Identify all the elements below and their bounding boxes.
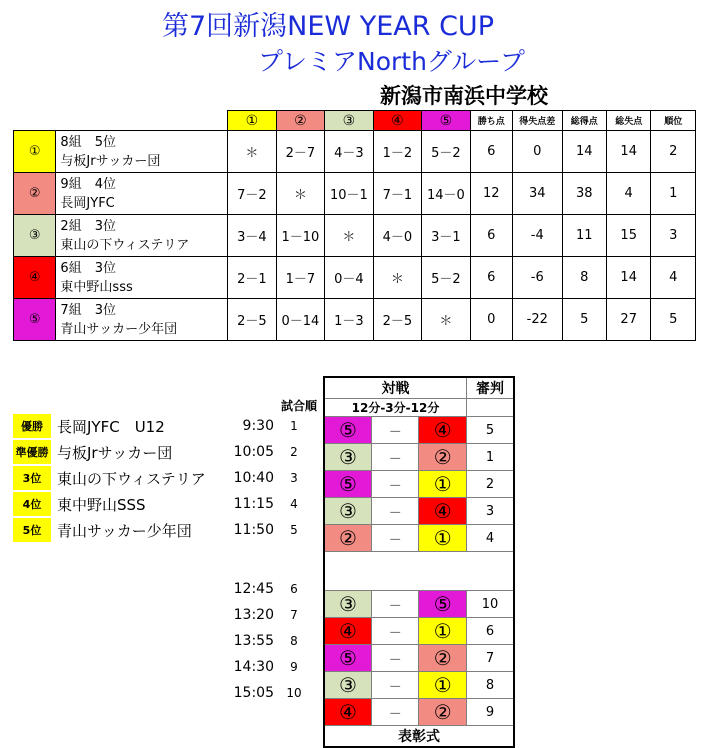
schedule-row: [324, 525, 514, 552]
time-row: [232, 602, 314, 628]
match-format: 12分-3分-12分: [324, 399, 466, 417]
vs-mark: －: [372, 525, 419, 552]
team-name: 青山サッカー少年団: [60, 321, 178, 337]
rank-row: [13, 465, 233, 491]
vs-mark: －: [372, 618, 419, 645]
match-order: 2: [290, 445, 298, 459]
referee-number: 9: [466, 699, 514, 726]
schedule-header: 対戦: [324, 377, 466, 399]
rank-team: 東山の下ウィステリア: [57, 469, 206, 488]
match-result: 1－3: [325, 299, 373, 341]
schedule-row: [324, 618, 514, 645]
league-table: [13, 110, 696, 341]
schedule-row: [324, 498, 514, 525]
time-row: [232, 491, 314, 517]
schedule-table: [323, 376, 515, 748]
match-order: 9: [290, 660, 298, 674]
match-time: 15:05: [233, 685, 274, 701]
team-goals-against: 15: [606, 215, 650, 257]
col-header-ga: 総失点: [606, 111, 650, 131]
match-times-pm: [232, 576, 314, 706]
match-result: 5－2: [422, 131, 470, 173]
match-result: 7－2: [228, 173, 276, 215]
match-result: ＊: [228, 131, 276, 173]
page-title: 第7回新潟NEW YEAR CUP: [162, 11, 494, 42]
match-time: 10:05: [233, 444, 274, 460]
rank-row: [13, 517, 233, 543]
away-team-slot: ④: [419, 417, 467, 444]
team-rank: 5: [651, 299, 696, 341]
team-group-info: 8組 5位: [60, 134, 116, 150]
match-time: 13:20: [233, 607, 274, 623]
away-team-slot: ④: [419, 498, 467, 525]
rank-badge: 準優勝: [13, 440, 51, 464]
team-points: 6: [470, 257, 512, 299]
match-time: 11:50: [233, 522, 274, 538]
vs-mark: －: [372, 498, 419, 525]
match-result: 0－4: [325, 257, 373, 299]
team-rank: 1: [651, 173, 696, 215]
referee-number: 7: [466, 645, 514, 672]
team-rank: 2: [651, 131, 696, 173]
team-points: 6: [470, 131, 512, 173]
time-row: [232, 680, 314, 706]
team-goals-for: 5: [562, 299, 606, 341]
col-header-2: ②: [276, 111, 324, 131]
rank-row: [13, 491, 233, 517]
team-rank: 4: [651, 257, 696, 299]
referee-number: 2: [466, 471, 514, 498]
team-points: 0: [470, 299, 512, 341]
team-points: 6: [470, 215, 512, 257]
match-order: 3: [290, 471, 298, 485]
schedule-row: [324, 645, 514, 672]
match-result: 14－0: [422, 173, 470, 215]
break-slot: [324, 552, 372, 591]
schedule-row: [324, 444, 514, 471]
vs-mark: －: [372, 417, 419, 444]
rank-row: [13, 439, 233, 465]
away-team-slot: ②: [419, 699, 467, 726]
match-time: 12:45: [233, 581, 274, 597]
team-number: ③: [14, 215, 56, 257]
match-result: ＊: [325, 215, 373, 257]
referee-number: 5: [466, 417, 514, 444]
schedule-row: [324, 417, 514, 444]
team-goals-for: 14: [562, 131, 606, 173]
match-order: 7: [290, 608, 298, 622]
home-team-slot: ④: [324, 699, 372, 726]
team-name: 東中野山sss: [60, 279, 133, 295]
match-result: 2－7: [276, 131, 324, 173]
team-group-info: 6組 3位: [60, 260, 116, 276]
schedule-row: [324, 471, 514, 498]
time-row: [232, 628, 314, 654]
match-result: 1－10: [276, 215, 324, 257]
referee-number: 6: [466, 618, 514, 645]
match-order: 8: [290, 634, 298, 648]
match-result: 7－1: [373, 173, 421, 215]
col-header-points: 勝ち点: [470, 111, 512, 131]
time-row: [232, 576, 314, 602]
match-result: 1－7: [276, 257, 324, 299]
team-name: 与板Jrサッカー団: [60, 153, 161, 169]
team-number: ④: [14, 257, 56, 299]
team-goal-diff: -22: [513, 299, 563, 341]
team-goals-against: 27: [606, 299, 650, 341]
group-title: プレミアNorthグループ: [258, 47, 525, 76]
ceremony-label: 表彰式: [324, 726, 514, 748]
team-number: ①: [14, 131, 56, 173]
team-name-cell: [56, 215, 228, 257]
match-time: 9:30: [242, 418, 274, 434]
match-result: 5－2: [422, 257, 470, 299]
team-points: 12: [470, 173, 512, 215]
home-team-slot: ⑤: [324, 471, 372, 498]
match-time: 14:30: [233, 659, 274, 675]
referee-number: 10: [466, 591, 514, 618]
match-result: 2－5: [373, 299, 421, 341]
team-name-cell: [56, 299, 228, 341]
team-goal-diff: 0: [513, 131, 563, 173]
team-goals-for: 8: [562, 257, 606, 299]
team-row: [14, 215, 696, 257]
referee-number: 8: [466, 672, 514, 699]
match-result: ＊: [422, 299, 470, 341]
match-result: 4－3: [325, 131, 373, 173]
col-header-1: ①: [228, 111, 276, 131]
home-team-slot: ④: [324, 618, 372, 645]
team-rank: 3: [651, 215, 696, 257]
rank-badge: 優勝: [13, 414, 51, 438]
schedule-row: [324, 672, 514, 699]
vs-mark: －: [372, 672, 419, 699]
away-team-slot: ⑤: [419, 591, 467, 618]
rank-team: 与板Jrサッカー団: [57, 443, 173, 462]
match-time: 11:15: [233, 496, 274, 512]
team-goals-against: 14: [606, 257, 650, 299]
team-row: [14, 257, 696, 299]
home-team-slot: ③: [324, 444, 372, 471]
referee-header: 審判: [466, 377, 514, 399]
rank-badge: 3位: [13, 466, 51, 490]
match-order: 6: [290, 582, 298, 596]
col-header-diff: 得失点差: [513, 111, 563, 131]
match-order: 10: [286, 686, 302, 700]
col-header-5: ⑤: [422, 111, 470, 131]
col-header-rank: 順位: [651, 111, 696, 131]
home-team-slot: ②: [324, 525, 372, 552]
home-team-slot: ③: [324, 591, 372, 618]
match-times-am: [232, 413, 314, 543]
team-goals-for: 11: [562, 215, 606, 257]
order-label: 試合順: [281, 399, 318, 413]
team-row: [14, 299, 696, 341]
team-goal-diff: -6: [513, 257, 563, 299]
schedule-row: [324, 699, 514, 726]
vs-mark: －: [372, 645, 419, 672]
team-row: [14, 173, 696, 215]
team-number: ②: [14, 173, 56, 215]
rank-team: 東中野山SSS: [57, 495, 146, 514]
away-team-slot: ①: [419, 618, 467, 645]
match-result: 1－2: [373, 131, 421, 173]
time-row: [232, 654, 314, 680]
match-result: 2－5: [228, 299, 276, 341]
referee-number: 1: [466, 444, 514, 471]
referee-sub: [466, 399, 514, 417]
team-name-cell: [56, 173, 228, 215]
match-result: 3－1: [422, 215, 470, 257]
vs-mark: －: [372, 591, 419, 618]
away-team-slot: ②: [419, 645, 467, 672]
team-name: 東山の下ウィステリア: [60, 237, 190, 253]
away-team-slot: ①: [419, 672, 467, 699]
team-goal-diff: -4: [513, 215, 563, 257]
home-team-slot: ⑤: [324, 417, 372, 444]
header-blank: [14, 111, 228, 131]
team-group-info: 9組 4位: [60, 176, 116, 192]
match-result: ＊: [276, 173, 324, 215]
team-row: [14, 131, 696, 173]
rank-badge: 5位: [13, 518, 51, 542]
match-result: 10－1: [325, 173, 373, 215]
team-goals-for: 38: [562, 173, 606, 215]
team-group-info: 7組 3位: [60, 302, 116, 318]
match-order: 4: [290, 497, 298, 511]
rank-team: 青山サッカー少年団: [57, 521, 192, 540]
col-header-4: ④: [373, 111, 421, 131]
referee-number: 3: [466, 498, 514, 525]
match-time: 13:55: [233, 633, 274, 649]
rank-row: [13, 413, 233, 439]
col-header-gf: 総得点: [562, 111, 606, 131]
match-result: 3－4: [228, 215, 276, 257]
vs-mark: －: [372, 699, 419, 726]
team-number: ⑤: [14, 299, 56, 341]
rank-badge: 4位: [13, 492, 51, 516]
referee-number: 4: [466, 525, 514, 552]
away-team-slot: ②: [419, 444, 467, 471]
match-result: 2－1: [228, 257, 276, 299]
home-team-slot: ③: [324, 498, 372, 525]
match-order: 1: [290, 419, 298, 433]
match-result: 4－0: [373, 215, 421, 257]
match-time: 10:40: [233, 470, 274, 486]
rank-team: 長岡JYFC U12: [57, 417, 165, 436]
team-name-cell: [56, 131, 228, 173]
team-goals-against: 4: [606, 173, 650, 215]
home-team-slot: ⑤: [324, 645, 372, 672]
venue-title: 新潟市南浜中学校: [380, 84, 548, 108]
col-header-3: ③: [325, 111, 373, 131]
vs-mark: －: [372, 471, 419, 498]
team-name-cell: [56, 257, 228, 299]
team-name: 長岡JYFC: [60, 195, 115, 211]
home-team-slot: ③: [324, 672, 372, 699]
match-result: ＊: [373, 257, 421, 299]
match-order: 5: [290, 523, 298, 537]
team-goals-against: 14: [606, 131, 650, 173]
final-ranking: [13, 413, 233, 543]
away-team-slot: ①: [419, 525, 467, 552]
team-goal-diff: 34: [513, 173, 563, 215]
schedule-row: [324, 591, 514, 618]
team-group-info: 2組 3位: [60, 218, 116, 234]
time-row: [232, 465, 314, 491]
time-row: [232, 413, 314, 439]
league-header-row: [14, 111, 696, 131]
time-row: [232, 517, 314, 543]
vs-mark: －: [372, 444, 419, 471]
match-result: 0－14: [276, 299, 324, 341]
away-team-slot: ①: [419, 471, 467, 498]
time-row: [232, 439, 314, 465]
